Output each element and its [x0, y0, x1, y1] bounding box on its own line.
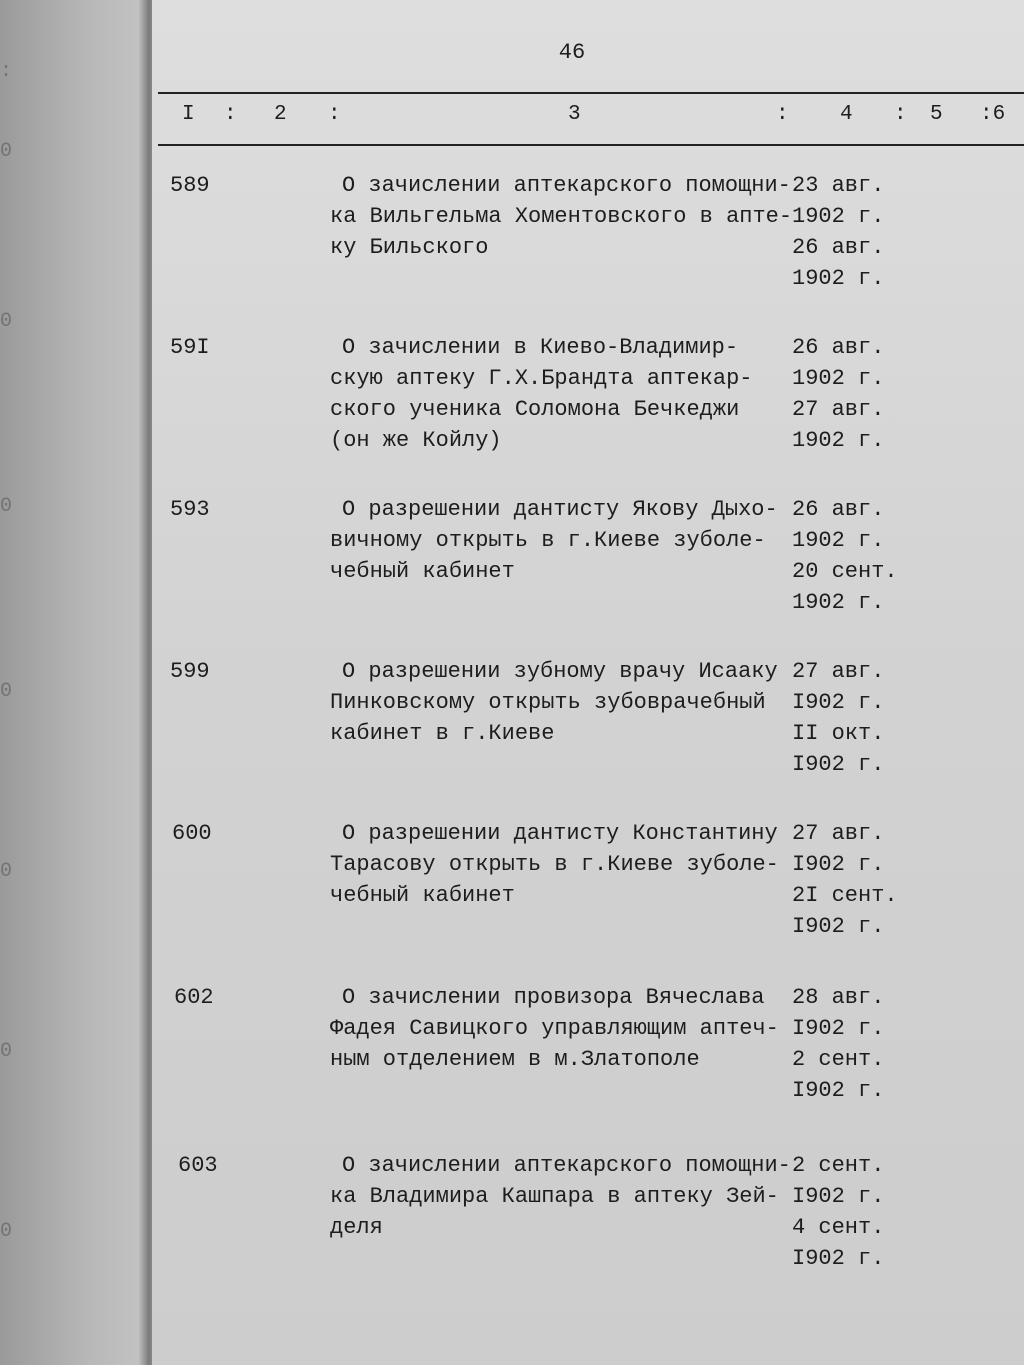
record-date-line: 26 авг. [792, 335, 885, 360]
record-date-line: 20 сент. [792, 559, 898, 584]
record-number: 593 [170, 497, 210, 522]
record-date-line: I902 г. [792, 1016, 885, 1041]
header-col-6: :6 [980, 103, 1006, 126]
header-separator: : [224, 103, 237, 126]
record-number: 589 [170, 173, 210, 198]
record-text-line: О разрешении дантисту Константину [342, 821, 778, 846]
record-text-line: чебный кабинет [330, 883, 515, 908]
record-number: 600 [172, 821, 212, 846]
record-text-line: О разрешении зубному врачу Исааку [342, 659, 778, 684]
record-dates [792, 170, 932, 294]
record-date-line: 1902 г. [792, 428, 885, 453]
record-text-line: О зачислении в Киево-Владимир- [342, 335, 739, 360]
left-page-fragment: 0 [0, 1220, 13, 1243]
record-text-line: (он же Койлу) [330, 428, 502, 453]
header-separator: : [328, 103, 341, 126]
record-description [330, 1150, 790, 1243]
record-date-line: 26 авг. [792, 497, 885, 522]
left-page-fragment: 0 [0, 1040, 13, 1063]
record-dates [792, 818, 932, 942]
record-dates [792, 1150, 932, 1274]
left-page-fragment: 0 [0, 495, 13, 518]
record-text-line: ка Владимира Кашпара в аптеку Зей- [330, 1184, 779, 1209]
record-date-line: 27 авг. [792, 397, 885, 422]
record-text-line: Пинковскому открыть зубоврачебный [330, 690, 766, 715]
record-date-line: 2 сент. [792, 1153, 885, 1178]
record-text-line: ным отделением в м.Златополе [330, 1047, 700, 1072]
record-number: 603 [178, 1153, 218, 1178]
record-number: 599 [170, 659, 210, 684]
page-number: 46 [558, 40, 586, 65]
record-text-line: Фадея Савицкого управляющим аптеч- [330, 1016, 779, 1041]
record-number: 602 [174, 985, 214, 1010]
record-date-line: II окт. [792, 721, 885, 746]
record-text-line: О зачислении аптекарского помощни- [342, 1153, 791, 1178]
record-description [330, 982, 790, 1075]
record-text-line: кабинет в г.Киеве [330, 721, 555, 746]
record-description [330, 494, 790, 587]
header-col-4: 4 [840, 103, 853, 126]
record-number: 59I [170, 335, 210, 360]
record-text-line: О зачислении аптекарского помощни- [342, 173, 791, 198]
record-date-line: 23 авг. [792, 173, 885, 198]
record-text-line: деля [330, 1215, 383, 1240]
record-dates [792, 656, 932, 780]
left-page-fragment: 0 [0, 680, 13, 703]
record-description [330, 818, 790, 911]
left-page-fragment: 0 [0, 310, 13, 333]
left-page-fragment: : [0, 60, 13, 83]
record-text-line: ку Бильского [330, 235, 489, 260]
record-date-line: I902 г. [792, 752, 885, 777]
record-date-line: 26 авг. [792, 235, 885, 260]
left-facing-page [0, 0, 150, 1365]
record-text-line: Тарасову открыть в г.Киеве зуболе- [330, 852, 779, 877]
record-date-line: 1902 г. [792, 366, 885, 391]
record-description [330, 170, 793, 263]
header-rule-top [158, 92, 1024, 94]
document-page [152, 0, 1024, 1365]
record-date-line: I902 г. [792, 1246, 885, 1271]
record-dates [792, 332, 932, 456]
header-separator: : [894, 103, 907, 126]
record-date-line: 27 авг. [792, 821, 885, 846]
record-date-line: 28 авг. [792, 985, 885, 1010]
record-date-line: 2 сент. [792, 1047, 885, 1072]
left-page-fragment: 0 [0, 860, 13, 883]
header-col-3: 3 [568, 103, 581, 126]
record-date-line: I902 г. [792, 914, 885, 939]
record-date-line: 1902 г. [792, 590, 885, 615]
record-dates [792, 982, 932, 1106]
record-date-line: I902 г. [792, 852, 885, 877]
record-date-line: 1902 г. [792, 204, 885, 229]
record-date-line: 4 сент. [792, 1215, 885, 1240]
record-text-line: О зачислении провизора Вячеслава [342, 985, 765, 1010]
record-date-line: 27 авг. [792, 659, 885, 684]
record-date-line: 1902 г. [792, 528, 885, 553]
record-text-line: вичному открыть в г.Киеве зуболе- [330, 528, 766, 553]
record-description [330, 332, 790, 456]
left-page-fragment: 0 [0, 140, 13, 163]
record-date-line: I902 г. [792, 1078, 885, 1103]
record-text-line: скую аптеку Г.Х.Брандта аптекар- [330, 366, 753, 391]
record-text-line: ского ученика Соломона Бечкеджи [330, 397, 740, 422]
header-col-5: 5 [930, 103, 943, 126]
record-dates [792, 494, 932, 618]
header-col-2: 2 [274, 103, 287, 126]
record-text-line: О разрешении дантисту Якову Дыхо- [342, 497, 778, 522]
record-description [330, 656, 790, 749]
record-date-line: I902 г. [792, 690, 885, 715]
record-text-line: чебный кабинет [330, 559, 515, 584]
header-col-1: I [182, 103, 195, 126]
record-date-line: 1902 г. [792, 266, 885, 291]
header-rule-bottom [158, 144, 1024, 146]
header-separator: : [776, 103, 789, 126]
record-text-line: ка Вильгельма Хоментовского в апте- [330, 204, 793, 229]
record-date-line: 2I сент. [792, 883, 898, 908]
record-date-line: I902 г. [792, 1184, 885, 1209]
